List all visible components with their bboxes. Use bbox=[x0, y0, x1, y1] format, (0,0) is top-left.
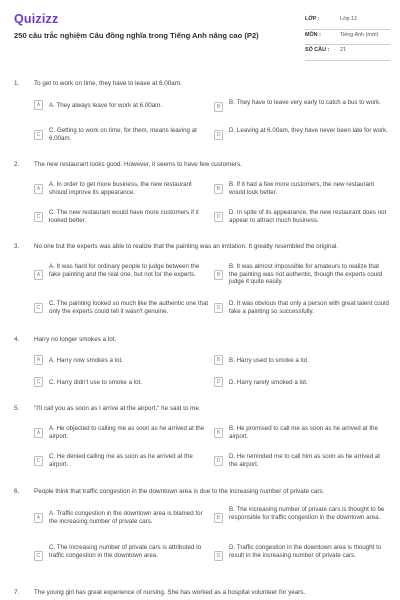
option-text: B. The increasing number of private cars is thought to be responsible for traffic congestion in the downtown area. bbox=[229, 506, 385, 521]
meta-value: Lớp 12 bbox=[340, 16, 358, 22]
option-letter: B bbox=[214, 513, 223, 523]
option-letter: D bbox=[214, 130, 223, 140]
meta-row-class bbox=[305, 14, 390, 30]
option-text: A. He objected to calling me as soon as he arrived at the airport. bbox=[49, 425, 205, 440]
question-text: Harry no longer smokes a lot. bbox=[34, 336, 117, 343]
option-letter: D bbox=[214, 456, 223, 466]
option-letter: B bbox=[214, 355, 223, 365]
question-text: To get to work on time, they have to leave at 6.00am. bbox=[34, 80, 182, 87]
option-text: B. If it had a few more customers, the new restaurant would look better. bbox=[229, 181, 375, 196]
meta-label: MÔN : bbox=[305, 31, 321, 38]
option-letter: A bbox=[34, 100, 43, 110]
question-number: 4. bbox=[14, 336, 20, 343]
option-text: C. Harry didn't use to smoke a lot. bbox=[49, 379, 142, 386]
option-letter: B bbox=[214, 102, 223, 112]
option-letter: C bbox=[34, 551, 43, 561]
option-letter: C bbox=[34, 130, 43, 140]
meta-value: 21 bbox=[340, 47, 346, 53]
question-text: "I'll call you as soon as I arrive at the airport," he said to me. bbox=[34, 405, 201, 412]
option-text: B. They have to leave very early to catch a bus to work. bbox=[229, 99, 381, 106]
option-letter: A bbox=[34, 355, 43, 365]
meta-value: Tiếng Anh (mới) bbox=[340, 31, 379, 38]
option-letter: C bbox=[34, 303, 43, 313]
option-letter: B bbox=[214, 428, 223, 438]
option-letter: C bbox=[34, 212, 43, 222]
question-number: 6. bbox=[14, 488, 20, 495]
option-text: C. The painting looked so much like the authentic one that only the experts could tell it wasn't genuine. bbox=[49, 300, 209, 315]
option-text: A. Traffic congestion in the downtown area is blamed for the increasing number of private cars. bbox=[49, 510, 203, 525]
worksheet-header bbox=[0, 0, 400, 70]
question-text: The new restaurant looks good. However, it seems to have few customers. bbox=[34, 161, 242, 168]
option-letter: D bbox=[214, 303, 223, 313]
option-text: C. He denied calling me as soon as he arrived at the airport. bbox=[49, 453, 193, 468]
meta-label: LỚP : bbox=[305, 16, 320, 22]
question-number: 7. bbox=[14, 589, 20, 596]
option-text: B. Harry used to smoke a lot. bbox=[229, 357, 309, 364]
option-letter: C bbox=[34, 456, 43, 466]
option-letter: B bbox=[214, 270, 223, 280]
option-letter: D bbox=[214, 377, 223, 387]
option-text: D. Harry rarely smoked a lot. bbox=[229, 379, 308, 386]
question-number: 5. bbox=[14, 405, 20, 412]
option-letter: D bbox=[214, 212, 223, 222]
meta-label: SỐ CÂU : bbox=[305, 47, 330, 53]
option-letter: C bbox=[34, 377, 43, 387]
option-text: C. Getting to work on time, for them, means leaving at 6.00am. bbox=[49, 127, 197, 142]
option-text: C. The new restaurant would have more customers if it looked better. bbox=[49, 209, 199, 224]
worksheet-title: 250 câu trắc nghiệm Câu đồng nghĩa trong Tiếng Anh nâng cao (P2) bbox=[14, 31, 259, 40]
option-text: D. He reminded me to call him as soon as he arrived at the airport. bbox=[229, 453, 380, 468]
option-letter: A bbox=[34, 270, 43, 280]
option-text: B. It was almost impossible for amateurs to realize that the painting was not authentic, though the experts could judge it quite easily. bbox=[229, 263, 383, 286]
option-text: D. Traffic congestion in the downtown area is thought to result in the increasing number of private cars. bbox=[229, 544, 382, 559]
option-letter: A bbox=[34, 428, 43, 438]
option-letter: A bbox=[34, 184, 43, 194]
option-letter: A bbox=[34, 513, 43, 523]
option-text: D. Leaving at 6.00am, they have never been late for work. bbox=[229, 127, 388, 134]
option-text: D. In spite of its appearance, the new restaurant does not appear to attract much business. bbox=[229, 209, 387, 224]
worksheet-meta bbox=[305, 14, 390, 61]
question-text: The young girl has great experience of nursing. She has worked as a hospital volunteer for years. bbox=[34, 589, 306, 596]
meta-row-subject bbox=[305, 30, 390, 46]
option-text: D. It was obvious that only a person with great talent could fake a painting so successfully. bbox=[229, 300, 389, 315]
option-letter: D bbox=[214, 551, 223, 561]
quizizz-logo: Quizizz bbox=[14, 12, 59, 26]
option-letter: B bbox=[214, 184, 223, 194]
option-text: A. Harry now smokes a lot. bbox=[49, 357, 123, 364]
option-text: A. It was hard for ordinary people to judge between the fake painting and the real one, but not for the experts. bbox=[49, 263, 200, 278]
option-text: C. The increasing number of private cars is attributed to traffic congestion in the downtown area. bbox=[49, 544, 202, 559]
question-number: 2. bbox=[14, 161, 20, 168]
meta-row-count bbox=[305, 45, 390, 61]
option-text: B. He promised to call me as soon as he arrived at the airport. bbox=[229, 425, 378, 440]
question-text: People think that traffic congestion in the downtown area is due to the increasing number of private cars. bbox=[34, 488, 325, 495]
question-number: 3. bbox=[14, 243, 20, 250]
option-text: A. In order to get more business, the new restaurant should improve its appearance. bbox=[49, 181, 192, 196]
option-text: A. They always leave for work at 6.00am. bbox=[49, 102, 163, 109]
question-text: No one but the experts was able to realize that the painting was an imitation. It greatly resembled the original. bbox=[34, 243, 339, 250]
question-number: 1. bbox=[14, 80, 20, 87]
